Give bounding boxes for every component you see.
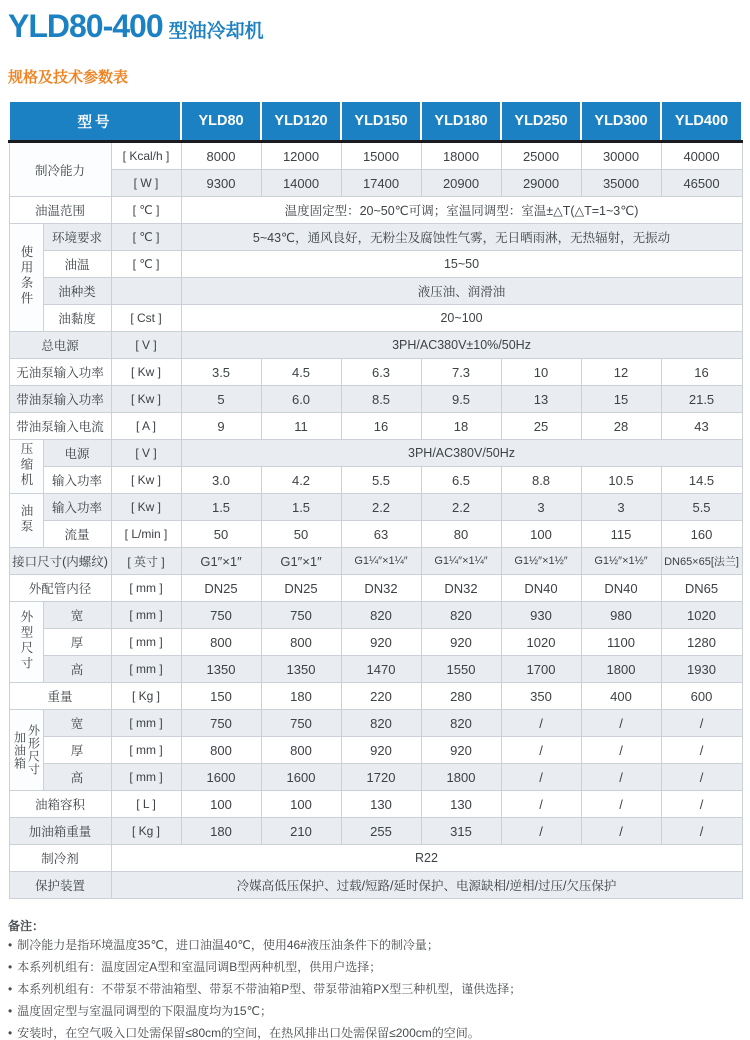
value-cell: 9300 (181, 170, 261, 197)
value-cell: 6.3 (341, 359, 421, 386)
value-cell: 820 (421, 602, 501, 629)
value-cell: 255 (341, 818, 421, 845)
row-label: 无油泵输入功率 (9, 359, 111, 386)
column-header-model: YLD150 (341, 101, 421, 142)
table-row (9, 224, 742, 251)
table-row (9, 413, 742, 440)
table-row (9, 683, 742, 710)
row-label: 外配管内径 (9, 575, 111, 602)
row-label: 加油箱重量 (9, 818, 111, 845)
unit-cell: [ mm ] (111, 737, 181, 764)
value-cell: 12 (581, 359, 661, 386)
table-row (9, 602, 742, 629)
value-cell: 4.2 (261, 467, 341, 494)
unit-cell: [ L/min ] (111, 521, 181, 548)
notes-title: 备注： (8, 919, 45, 933)
spec-table (8, 100, 743, 899)
note-item: • 本系列机组有：温度固定A型和室温同调B型两种机型，供用户选择； (8, 960, 742, 974)
unit-cell: [ mm ] (111, 764, 181, 791)
merged-value-cell: 冷媒高低压保护、过载/短路/延时保护、电源缺相/逆相/过压/欠压保护 (111, 872, 742, 899)
value-cell: 1550 (421, 656, 501, 683)
row-label: 宽 (43, 602, 111, 629)
value-cell: 18 (421, 413, 501, 440)
value-cell: G1″×1″ (181, 548, 261, 575)
row-label: 输入功率 (43, 494, 111, 521)
value-cell: 800 (181, 629, 261, 656)
unit-cell: [ Kg ] (111, 683, 181, 710)
value-cell: / (581, 710, 661, 737)
value-cell: 800 (261, 629, 341, 656)
value-cell: 50 (181, 521, 261, 548)
value-cell: 180 (261, 683, 341, 710)
unit-cell: [ L ] (111, 791, 181, 818)
value-cell: DN32 (421, 575, 501, 602)
row-label: 油温 (43, 251, 111, 278)
note-list (8, 938, 742, 1040)
value-cell: 3 (501, 494, 581, 521)
value-cell: 930 (501, 602, 581, 629)
value-cell: 10 (501, 359, 581, 386)
table-row (9, 142, 742, 170)
unit-cell: [ 英寸 ] (111, 548, 181, 575)
value-cell: 15 (581, 386, 661, 413)
page-title (8, 8, 742, 50)
spec-table-body (9, 142, 742, 899)
column-header-model: YLD180 (421, 101, 501, 142)
value-cell: / (501, 791, 581, 818)
table-row (9, 548, 742, 575)
page-title-suffix: 型油冷却机 (168, 21, 264, 42)
value-cell: 100 (181, 791, 261, 818)
value-cell: 220 (341, 683, 421, 710)
table-row (9, 521, 742, 548)
table-row (9, 440, 742, 467)
value-cell: 1020 (501, 629, 581, 656)
row-group-label (9, 710, 43, 791)
table-row (9, 332, 742, 359)
table-row (9, 872, 742, 899)
value-cell: 100 (261, 791, 341, 818)
unit-cell: [ ℃ ] (111, 224, 181, 251)
note-item: • 本系列机组有：不带泵不带油箱型、带泵不带油箱P型、带泵带油箱PX型三种机型，谨供选择； (8, 982, 742, 996)
value-cell: / (661, 710, 742, 737)
row-group-label (9, 440, 43, 494)
merged-value-cell: 15~50 (181, 251, 742, 278)
table-row (9, 170, 742, 197)
merged-value-cell: 3PH/AC380V/50Hz (181, 440, 742, 467)
value-cell: / (581, 791, 661, 818)
table-row (9, 386, 742, 413)
table-row (9, 305, 742, 332)
table-row (9, 629, 742, 656)
value-cell: 980 (581, 602, 661, 629)
value-cell: / (661, 737, 742, 764)
value-cell: 100 (501, 521, 581, 548)
value-cell: 1280 (661, 629, 742, 656)
column-header-model: YLD300 (581, 101, 661, 142)
value-cell: 820 (341, 602, 421, 629)
value-cell: 29000 (501, 170, 581, 197)
table-row (9, 197, 742, 224)
value-cell: 63 (341, 521, 421, 548)
value-cell: 6.0 (261, 386, 341, 413)
value-cell: / (501, 818, 581, 845)
value-cell: 46500 (661, 170, 742, 197)
value-cell: 750 (261, 602, 341, 629)
unit-cell: [ mm ] (111, 710, 181, 737)
value-cell: 115 (581, 521, 661, 548)
row-label: 保护装置 (9, 872, 111, 899)
spec-table-head (9, 101, 742, 142)
table-row (9, 764, 742, 791)
value-cell: DN65×65[法兰] (661, 548, 742, 575)
value-cell: 130 (421, 791, 501, 818)
value-cell: 25000 (501, 142, 581, 170)
unit-cell: [ mm ] (111, 602, 181, 629)
unit-cell: [ Kg ] (111, 818, 181, 845)
value-cell: 20900 (421, 170, 501, 197)
row-label: 宽 (43, 710, 111, 737)
table-row (9, 710, 742, 737)
value-cell: DN25 (261, 575, 341, 602)
value-cell: 6.5 (421, 467, 501, 494)
column-header-model: YLD250 (501, 101, 581, 142)
table-row (9, 737, 742, 764)
value-cell: / (661, 764, 742, 791)
value-cell: 920 (421, 629, 501, 656)
value-cell: / (581, 818, 661, 845)
column-header-model: YLD400 (661, 101, 742, 142)
row-group-label (9, 142, 111, 197)
value-cell: G1¼″×1¼″ (421, 548, 501, 575)
row-label: 总电源 (9, 332, 111, 359)
value-cell: 10.5 (581, 467, 661, 494)
row-group-label (9, 224, 43, 332)
value-cell: 820 (421, 710, 501, 737)
value-cell: 11 (261, 413, 341, 440)
value-cell: 40000 (661, 142, 742, 170)
value-cell: 350 (501, 683, 581, 710)
value-cell: 600 (661, 683, 742, 710)
value-cell: 800 (181, 737, 261, 764)
table-row (9, 845, 742, 872)
value-cell: DN25 (181, 575, 261, 602)
value-cell: 18000 (421, 142, 501, 170)
unit-cell: [ mm ] (111, 575, 181, 602)
table-row (9, 656, 742, 683)
value-cell: 14.5 (661, 467, 742, 494)
value-cell: 17400 (341, 170, 421, 197)
value-cell: 1720 (341, 764, 421, 791)
page-title-model: YLD80-400 (8, 8, 163, 44)
value-cell: 1470 (341, 656, 421, 683)
merged-value-cell: 3PH/AC380V±10%/50Hz (181, 332, 742, 359)
value-cell: / (581, 764, 661, 791)
unit-cell: [ mm ] (111, 656, 181, 683)
unit-cell: [ Kw ] (111, 359, 181, 386)
row-label: 高 (43, 656, 111, 683)
group-label-text: 加油箱 (12, 730, 27, 770)
value-cell: 920 (341, 629, 421, 656)
value-cell: 1.5 (181, 494, 261, 521)
table-row (9, 251, 742, 278)
value-cell: G1″×1″ (261, 548, 341, 575)
value-cell: 28 (581, 413, 661, 440)
row-label: 环境要求 (43, 224, 111, 251)
value-cell: 1600 (181, 764, 261, 791)
value-cell: G1½″×1½″ (581, 548, 661, 575)
unit-cell: [ Kw ] (111, 386, 181, 413)
value-cell: 1700 (501, 656, 581, 683)
table-row (9, 494, 742, 521)
value-cell: 25 (501, 413, 581, 440)
table-row (9, 467, 742, 494)
row-label: 带油泵输入功率 (9, 386, 111, 413)
value-cell: 7.3 (421, 359, 501, 386)
value-cell: 16 (661, 359, 742, 386)
value-cell: 920 (341, 737, 421, 764)
value-cell: 400 (581, 683, 661, 710)
value-cell: 150 (181, 683, 261, 710)
merged-value-cell: 5~43℃，通风良好，无粉尘及腐蚀性气雾，无日晒雨淋，无热辐射，无振动 (181, 224, 742, 251)
value-cell: 3.5 (181, 359, 261, 386)
value-cell: 5 (181, 386, 261, 413)
group-label-text: 外型尺寸 (19, 609, 33, 672)
value-cell: 5.5 (661, 494, 742, 521)
value-cell: 14000 (261, 170, 341, 197)
merged-value-cell: R22 (111, 845, 742, 872)
value-cell: / (501, 764, 581, 791)
unit-cell: [ ℃ ] (111, 197, 181, 224)
value-cell: 2.2 (341, 494, 421, 521)
value-cell: / (581, 737, 661, 764)
value-cell: 160 (661, 521, 742, 548)
value-cell: 1800 (581, 656, 661, 683)
unit-cell: [ Kw ] (111, 467, 181, 494)
section-subtitle: 规格及技术参数表 (8, 69, 129, 86)
value-cell: 1350 (181, 656, 261, 683)
value-cell: DN32 (341, 575, 421, 602)
value-cell: 5.5 (341, 467, 421, 494)
row-group-label (9, 494, 43, 548)
value-cell: 50 (261, 521, 341, 548)
value-cell: 1100 (581, 629, 661, 656)
group-label-wrap (10, 724, 43, 776)
value-cell: 280 (421, 683, 501, 710)
table-row (9, 278, 742, 305)
value-cell: 820 (341, 710, 421, 737)
value-cell: / (661, 791, 742, 818)
value-cell: 8000 (181, 142, 261, 170)
column-header-model: YLD80 (181, 101, 261, 142)
row-label: 重量 (9, 683, 111, 710)
group-label-text: 使用条件 (19, 245, 33, 307)
row-label: 流量 (43, 521, 111, 548)
value-cell: / (501, 710, 581, 737)
unit-cell: [ ℃ ] (111, 251, 181, 278)
value-cell: 2.2 (421, 494, 501, 521)
value-cell: 1800 (421, 764, 501, 791)
value-cell: 12000 (261, 142, 341, 170)
value-cell: 800 (261, 737, 341, 764)
unit-cell (111, 278, 181, 305)
group-label-text: 压缩机 (19, 441, 33, 489)
value-cell: 15000 (341, 142, 421, 170)
value-cell: 3.0 (181, 467, 261, 494)
value-cell: DN40 (501, 575, 581, 602)
row-label: 接口尺寸(内螺纹) (9, 548, 111, 575)
merged-value-cell: 温度固定型：20~50℃可调；室温同调型：室温±△T(△T=1~3℃) (181, 197, 742, 224)
column-header-model: YLD120 (261, 101, 341, 142)
unit-cell: [ A ] (111, 413, 181, 440)
table-row (9, 818, 742, 845)
unit-cell: [ Kcal/h ] (111, 142, 181, 170)
row-label: 油种类 (43, 278, 111, 305)
value-cell: 16 (341, 413, 421, 440)
group-label-text: 外形尺寸 (26, 724, 41, 776)
value-cell: 750 (181, 602, 261, 629)
value-cell: 8.8 (501, 467, 581, 494)
row-label: 带油泵输入电流 (9, 413, 111, 440)
row-label: 油黏度 (43, 305, 111, 332)
unit-cell: [ V ] (111, 440, 181, 467)
table-row (9, 575, 742, 602)
value-cell: 750 (181, 710, 261, 737)
table-row (9, 791, 742, 818)
value-cell: 1930 (661, 656, 742, 683)
value-cell: 210 (261, 818, 341, 845)
note-item: • 温度固定型与室温同调型的下限温度均为15℃； (8, 1004, 742, 1018)
value-cell: G1¼″×1¼″ (341, 548, 421, 575)
unit-cell: [ mm ] (111, 629, 181, 656)
unit-cell: [ Cst ] (111, 305, 181, 332)
value-cell: 920 (421, 737, 501, 764)
value-cell: 80 (421, 521, 501, 548)
unit-cell: [ V ] (111, 332, 181, 359)
row-label: 油温范围 (9, 197, 111, 224)
value-cell: 21.5 (661, 386, 742, 413)
unit-cell: [ W ] (111, 170, 181, 197)
value-cell: 750 (261, 710, 341, 737)
row-label: 厚 (43, 629, 111, 656)
merged-value-cell: 20~100 (181, 305, 742, 332)
row-label: 高 (43, 764, 111, 791)
group-label-text: 油泵 (19, 503, 33, 535)
corner-header-model: 型号 (9, 101, 181, 142)
value-cell: 180 (181, 818, 261, 845)
value-cell: / (501, 737, 581, 764)
row-label: 厚 (43, 737, 111, 764)
value-cell: 9 (181, 413, 261, 440)
value-cell: 1020 (661, 602, 742, 629)
value-cell: / (661, 818, 742, 845)
value-cell: 4.5 (261, 359, 341, 386)
value-cell: 315 (421, 818, 501, 845)
value-cell: 3 (581, 494, 661, 521)
value-cell: G1½″×1½″ (501, 548, 581, 575)
value-cell: 43 (661, 413, 742, 440)
value-cell: 13 (501, 386, 581, 413)
merged-value-cell: 液压油、润滑油 (181, 278, 742, 305)
note-item: • 制冷能力是指环境温度35℃，进口油温40℃，使用46#液压油条件下的制冷量； (8, 938, 742, 952)
row-label: 制冷剂 (9, 845, 111, 872)
group-label-text: 制冷能力 (34, 163, 85, 178)
notes-section (8, 917, 742, 1040)
table-row (9, 359, 742, 386)
row-label: 电源 (43, 440, 111, 467)
value-cell: 9.5 (421, 386, 501, 413)
row-label: 输入功率 (43, 467, 111, 494)
row-group-label (9, 602, 43, 683)
value-cell: 1.5 (261, 494, 341, 521)
value-cell: 1350 (261, 656, 341, 683)
value-cell: 30000 (581, 142, 661, 170)
row-label: 油箱容积 (9, 791, 111, 818)
note-item: • 安装时，在空气吸入口处需保留≤80cm的空间，在热风排出口处需保留≤200cm的空间。 (8, 1026, 742, 1040)
value-cell: 35000 (581, 170, 661, 197)
value-cell: 8.5 (341, 386, 421, 413)
value-cell: DN65 (661, 575, 742, 602)
value-cell: DN40 (581, 575, 661, 602)
unit-cell: [ Kw ] (111, 494, 181, 521)
value-cell: 1600 (261, 764, 341, 791)
value-cell: 130 (341, 791, 421, 818)
